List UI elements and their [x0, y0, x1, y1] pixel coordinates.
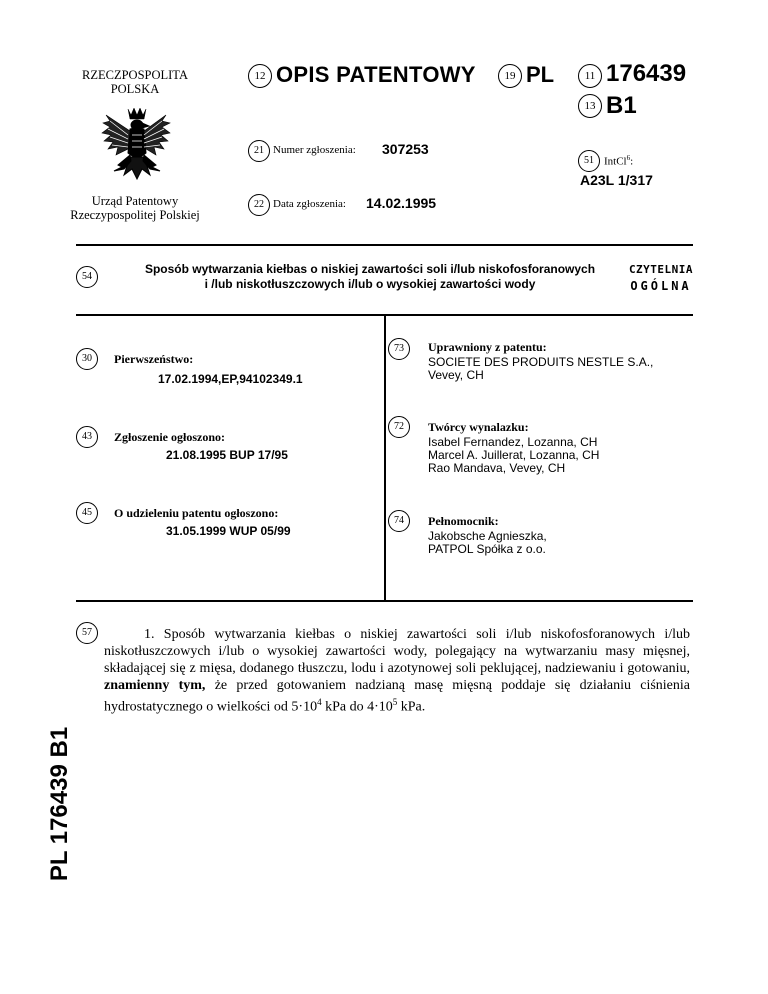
code-13-badge: 13	[578, 94, 602, 118]
code-72-badge: 72	[388, 416, 410, 438]
filing-date: 14.02.1995	[366, 195, 437, 211]
patentee-value	[428, 356, 653, 382]
grant-published-label: O udzieleniu patentu ogłoszono:	[114, 506, 279, 520]
code-74-badge: 74	[388, 510, 410, 532]
intcl-superscript: 6	[626, 154, 631, 162]
attorney-label: Pełnomocnik:	[428, 514, 499, 528]
code-30-badge: 30	[76, 348, 98, 370]
document-title: OPIS PATENTOWY	[276, 62, 476, 87]
code-12-badge: 12	[248, 64, 272, 88]
application-published-label: Zgłoszenie ogłoszono:	[114, 430, 225, 444]
patent-office	[40, 194, 230, 222]
country-line2: POLSKA	[110, 82, 160, 96]
title-line2: i /lub niskotłuszczowych i/lub o wysokiej zawartości wody	[204, 277, 536, 291]
inventor-2: Marcel A. Juillerat, Lozanna, CH	[428, 448, 600, 462]
date-label: Data zgłoszenia:	[273, 198, 346, 210]
inventor-1: Isabel Fernandez, Lozanna, CH	[428, 435, 598, 449]
inventor-3: Rao Mandava, Vevey, CH	[428, 461, 566, 475]
claim-exponent-1: 4	[317, 697, 322, 707]
body-divider	[76, 600, 693, 602]
claim-characterizing-phrase: znamienny tym,	[104, 678, 206, 693]
column-divider	[384, 314, 386, 600]
attorney-line1: Jakobsche Agnieszka,	[428, 529, 547, 543]
code-73-badge: 73	[388, 338, 410, 360]
inventors-value	[428, 436, 599, 475]
code-57-badge: 57	[76, 622, 98, 644]
inventors-label: Twórcy wynalazku:	[428, 420, 529, 434]
grant-published-value: 31.05.1999 WUP 05/99	[166, 524, 291, 538]
claim-text	[104, 626, 690, 716]
library-stamp	[626, 262, 696, 294]
office-line1: Urząd Patentowy	[91, 194, 179, 208]
stamp-line2: OGÓLNA	[630, 279, 692, 293]
intcl-value: A23L 1/317	[580, 172, 653, 188]
code-43-badge: 43	[76, 426, 98, 448]
side-patent-label: PL 176439 B1	[46, 726, 73, 882]
application-published-value: 21.08.1995 BUP 17/95	[166, 448, 288, 462]
title-line1: Sposób wytwarzania kiełbas o niskiej zawartości soli i/lub niskofosforanowych	[144, 262, 596, 276]
stamp-line1: CZYTELNIA	[628, 263, 694, 276]
patentee-label: Uprawniony z patentu:	[428, 340, 547, 354]
intcl-label	[604, 154, 633, 168]
code-54-badge: 54	[76, 266, 98, 288]
attorney-line2: PATPOL Spółka z o.o.	[428, 542, 546, 556]
patentee-line1: SOCIETE DES PRODUITS NESTLE S.A.,	[428, 355, 654, 369]
code-19-badge: 19	[498, 64, 522, 88]
header-divider	[76, 244, 693, 246]
code-45-badge: 45	[76, 502, 98, 524]
invention-title	[120, 262, 620, 292]
patent-number: 176439	[606, 60, 687, 87]
claim-text-end: kPa.	[397, 699, 426, 715]
intcl-colon: :	[630, 155, 634, 168]
claim-exponent-2: 5	[392, 697, 398, 707]
claim-text-start: 1. Sposób wytwarzania kiełbas o niskiej zawartości soli i/lub niskofosforanowych i/lub niskotłuszczowych i/lub o wysokiej zawartości wody, polegający na wytwarzaniu masy mięsnej, składającej się z mięsa, dodanego tłuszczu, lodu i azotynowej soli peklującej, nadziewaniu i gotowaniu,	[104, 627, 690, 676]
code-21-badge: 21	[248, 140, 270, 162]
patentee-line2: Vevey, CH	[428, 368, 484, 382]
kind-code: B1	[606, 92, 637, 119]
application-number: 307253	[382, 141, 429, 157]
code-22-badge: 22	[248, 194, 270, 216]
intcl-text: IntCl	[604, 155, 627, 168]
attorney-value	[428, 530, 547, 556]
country-code: PL	[526, 62, 555, 87]
application-label: Numer zgłoszenia:	[273, 144, 356, 156]
office-line2: Rzeczypospolitej Polskiej	[70, 208, 200, 222]
eagle-emblem	[100, 105, 172, 187]
claim-text-continued: że przed gotowaniem nadzianą masę mięsną poddaje się działaniu ciśnienia hydrostatycznego o wielkości od 5·10	[104, 678, 690, 715]
country-name	[60, 68, 210, 96]
code-11-badge: 11	[578, 64, 602, 88]
priority-label: Pierwszeństwo:	[114, 352, 194, 366]
code-51-badge: 51	[578, 150, 600, 172]
claim-text-mid: kPa do 4·10	[321, 699, 393, 715]
country-line1: RZECZPOSPOLITA	[82, 68, 188, 82]
priority-value: 17.02.1994,EP,94102349.1	[158, 372, 303, 386]
